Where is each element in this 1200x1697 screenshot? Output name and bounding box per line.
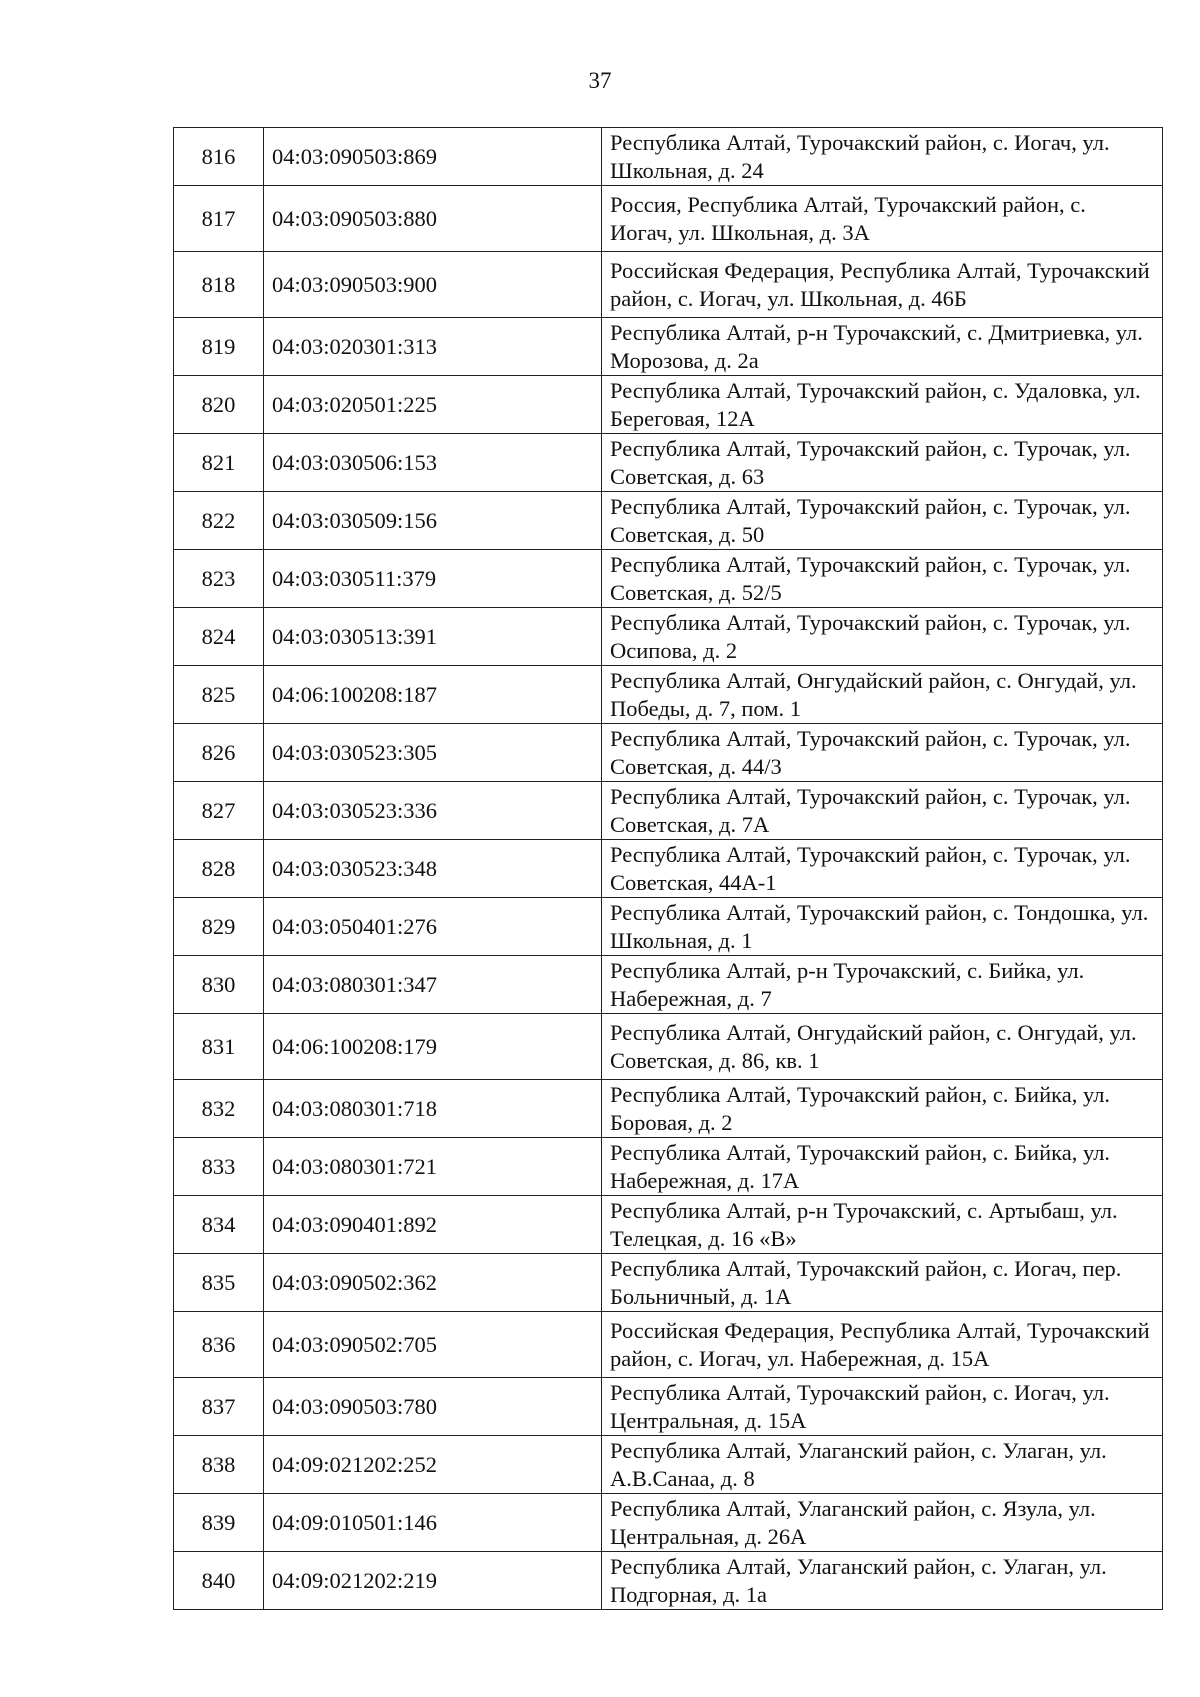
address-cell: Республика Алтай, Турочакский район, с. Бийка, ул. Набережная, д. 17А: [602, 1138, 1163, 1196]
table-row: [174, 840, 1163, 898]
address-cell: Республика Алтай, Турочакский район, с. Удаловка, ул. Береговая, 12А: [602, 376, 1163, 434]
table-row: [174, 492, 1163, 550]
cadastral-number-cell: 04:09:010501:146: [264, 1494, 602, 1552]
row-number-cell: 831: [174, 1014, 264, 1080]
table-row: [174, 1080, 1163, 1138]
row-number-cell: 827: [174, 782, 264, 840]
cadastral-number-cell: 04:03:090401:892: [264, 1196, 602, 1254]
table-row: [174, 1436, 1163, 1494]
cadastral-number-cell: 04:03:030523:336: [264, 782, 602, 840]
address-cell: Россия, Республика Алтай, Турочакский район, с. Иогач, ул. Школьная, д. 3А: [602, 186, 1163, 252]
cadastral-number-cell: 04:03:030523:348: [264, 840, 602, 898]
table-row: [174, 1254, 1163, 1312]
table-row: [174, 724, 1163, 782]
cadastral-number-cell: 04:03:050401:276: [264, 898, 602, 956]
cadastral-number-cell: 04:03:090503:869: [264, 128, 602, 186]
cadastral-number-cell: 04:03:030511:379: [264, 550, 602, 608]
cadastral-number-cell: 04:09:021202:219: [264, 1552, 602, 1610]
cadastral-number-cell: 04:06:100208:179: [264, 1014, 602, 1080]
address-cell: Республика Алтай, Турочакский район, с. Бийка, ул. Боровая, д. 2: [602, 1080, 1163, 1138]
address-cell: Республика Алтай, р-н Турочакский, с. Бийка, ул. Набережная, д. 7: [602, 956, 1163, 1014]
cadastral-number-cell: 04:03:080301:347: [264, 956, 602, 1014]
table-row: [174, 666, 1163, 724]
cadastral-number-cell: 04:03:020501:225: [264, 376, 602, 434]
address-cell: Республика Алтай, Турочакский район, с. Тондошка, ул. Школьная, д. 1: [602, 898, 1163, 956]
row-number-cell: 820: [174, 376, 264, 434]
address-cell: Республика Алтай, Турочакский район, с. Иогач, пер. Больничный, д. 1А: [602, 1254, 1163, 1312]
cadastral-number-cell: 04:03:020301:313: [264, 318, 602, 376]
cadastral-number-cell: 04:03:030523:305: [264, 724, 602, 782]
row-number-cell: 825: [174, 666, 264, 724]
row-number-cell: 822: [174, 492, 264, 550]
cadastral-number-cell: 04:03:030513:391: [264, 608, 602, 666]
address-cell: Республика Алтай, Турочакский район, с. Турочак, ул. Советская, д. 63: [602, 434, 1163, 492]
address-cell: Республика Алтай, Турочакский район, с. Турочак, ул. Советская, д. 44/3: [602, 724, 1163, 782]
row-number-cell: 826: [174, 724, 264, 782]
page-number: 37: [588, 68, 612, 93]
cadastral-number-cell: 04:03:090503:880: [264, 186, 602, 252]
table-row: [174, 782, 1163, 840]
table-body: [174, 128, 1163, 1610]
cadastral-number-cell: 04:03:090503:900: [264, 252, 602, 318]
row-number-cell: 829: [174, 898, 264, 956]
row-number-cell: 830: [174, 956, 264, 1014]
row-number-cell: 816: [174, 128, 264, 186]
address-cell: Российская Федерация, Республика Алтай, Турочакский район, с. Иогач, ул. Школьная, д. 46Б: [602, 252, 1163, 318]
table-row: [174, 1378, 1163, 1436]
cadastral-number-cell: 04:03:030506:153: [264, 434, 602, 492]
cadastral-number-cell: 04:03:090502:705: [264, 1312, 602, 1378]
table-row: [174, 186, 1163, 252]
table-row: [174, 318, 1163, 376]
address-cell: Республика Алтай, Турочакский район, с. Иогач, ул. Центральная, д. 15А: [602, 1378, 1163, 1436]
address-cell: Республика Алтай, Турочакский район, с. Иогач, ул. Школьная, д. 24: [602, 128, 1163, 186]
table-row: [174, 608, 1163, 666]
row-number-cell: 838: [174, 1436, 264, 1494]
row-number-cell: 824: [174, 608, 264, 666]
row-number-cell: 821: [174, 434, 264, 492]
table-row: [174, 956, 1163, 1014]
row-number-cell: 834: [174, 1196, 264, 1254]
property-registry-table: [173, 127, 1163, 1610]
address-cell: Республика Алтай, Турочакский район, с. Турочак, ул. Советская, 44А-1: [602, 840, 1163, 898]
row-number-cell: 839: [174, 1494, 264, 1552]
address-cell: Республика Алтай, р-н Турочакский, с. Дмитриевка, ул. Морозова, д. 2а: [602, 318, 1163, 376]
row-number-cell: 836: [174, 1312, 264, 1378]
row-number-cell: 835: [174, 1254, 264, 1312]
table-row: [174, 1014, 1163, 1080]
table-row: [174, 1494, 1163, 1552]
table-row: [174, 434, 1163, 492]
row-number-cell: 828: [174, 840, 264, 898]
cadastral-number-cell: 04:03:090502:362: [264, 1254, 602, 1312]
cadastral-number-cell: 04:06:100208:187: [264, 666, 602, 724]
address-cell: Российская Федерация, Республика Алтай, Турочакский район, с. Иогач, ул. Набережная, д. 15А: [602, 1312, 1163, 1378]
address-cell: Республика Алтай, Онгудайский район, с. Онгудай, ул. Победы, д. 7, пом. 1: [602, 666, 1163, 724]
row-number-cell: 832: [174, 1080, 264, 1138]
row-number-cell: 840: [174, 1552, 264, 1610]
address-cell: Республика Алтай, Улаганский район, с. Улаган, ул. А.В.Санаа, д. 8: [602, 1436, 1163, 1494]
row-number-cell: 818: [174, 252, 264, 318]
row-number-cell: 837: [174, 1378, 264, 1436]
row-number-cell: 819: [174, 318, 264, 376]
table-row: [174, 1312, 1163, 1378]
cadastral-number-cell: 04:03:090503:780: [264, 1378, 602, 1436]
row-number-cell: 833: [174, 1138, 264, 1196]
address-cell: Республика Алтай, Турочакский район, с. Турочак, ул. Осипова, д. 2: [602, 608, 1163, 666]
address-cell: Республика Алтай, Улаганский район, с. Язула, ул. Центральная, д. 26А: [602, 1494, 1163, 1552]
table-row: [174, 550, 1163, 608]
address-cell: Республика Алтай, р-н Турочакский, с. Артыбаш, ул. Телецкая, д. 16 «В»: [602, 1196, 1163, 1254]
cadastral-number-cell: 04:03:080301:721: [264, 1138, 602, 1196]
address-cell: Республика Алтай, Турочакский район, с. Турочак, ул. Советская, д. 7А: [602, 782, 1163, 840]
cadastral-number-cell: 04:03:030509:156: [264, 492, 602, 550]
row-number-cell: 817: [174, 186, 264, 252]
address-cell: Республика Алтай, Турочакский район, с. Турочак, ул. Советская, д. 52/5: [602, 550, 1163, 608]
cadastral-number-cell: 04:09:021202:252: [264, 1436, 602, 1494]
table-row: [174, 1196, 1163, 1254]
table-row: [174, 376, 1163, 434]
table-row: [174, 1552, 1163, 1610]
row-number-cell: 823: [174, 550, 264, 608]
table-row: [174, 1138, 1163, 1196]
address-cell: Республика Алтай, Онгудайский район, с. Онгудай, ул. Советская, д. 86, кв. 1: [602, 1014, 1163, 1080]
cadastral-number-cell: 04:03:080301:718: [264, 1080, 602, 1138]
table-row: [174, 252, 1163, 318]
address-cell: Республика Алтай, Турочакский район, с. Турочак, ул. Советская, д. 50: [602, 492, 1163, 550]
table-row: [174, 898, 1163, 956]
address-cell: Республика Алтай, Улаганский район, с. Улаган, ул. Подгорная, д. 1а: [602, 1552, 1163, 1610]
table-row: [174, 128, 1163, 186]
